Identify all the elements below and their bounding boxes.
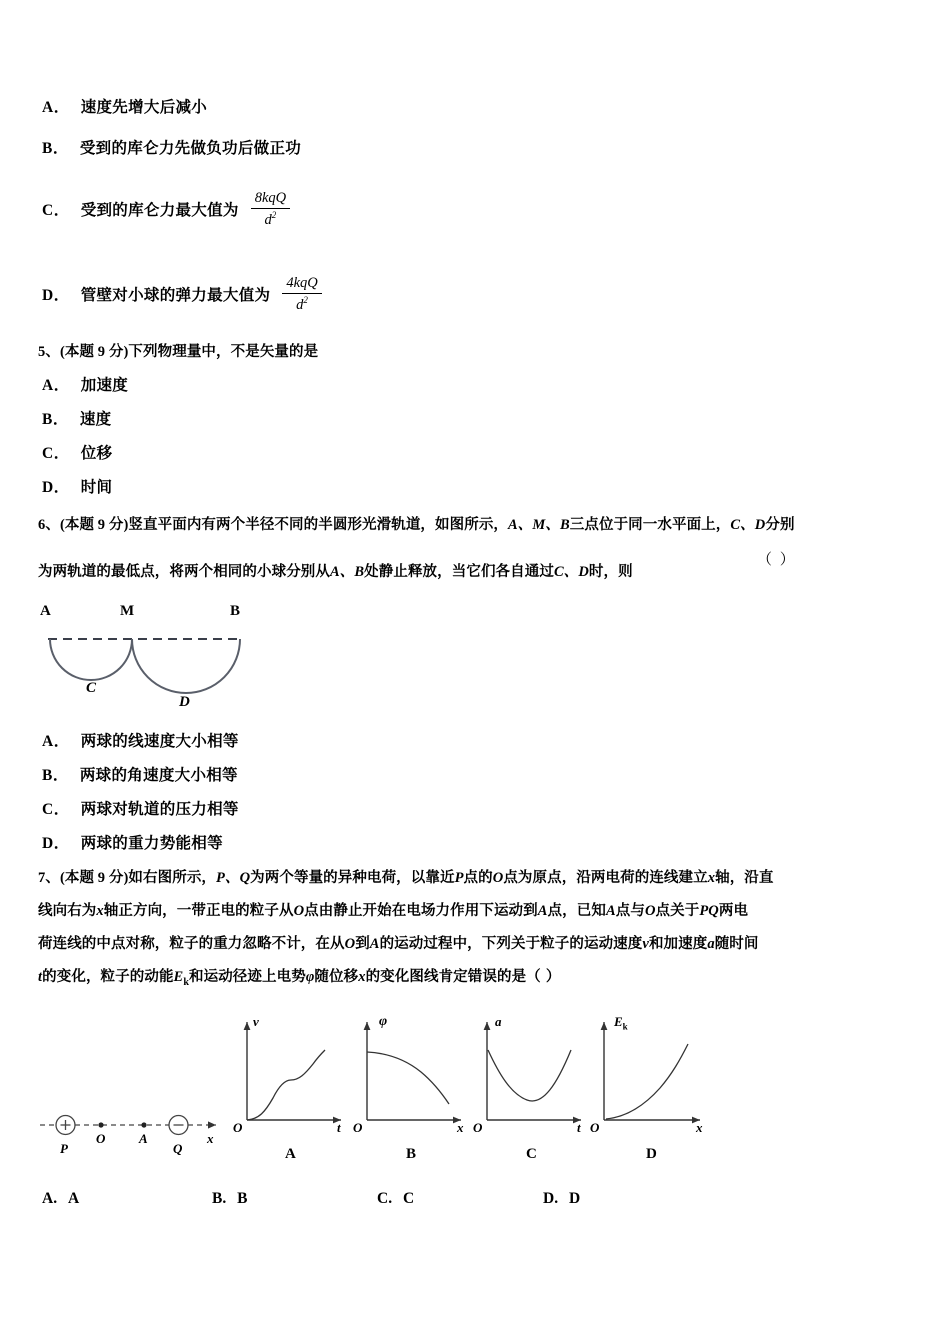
graph-a-x-label: t (337, 1120, 341, 1135)
charge-axis-svg (38, 1098, 233, 1168)
q7-vars-x2: x (96, 903, 104, 919)
graph-d-caption: D (646, 1146, 657, 1162)
q6-marks: (本题 9 分) (59, 517, 129, 533)
graph-c-curve (488, 1050, 571, 1101)
q4-option-d-label: D． (42, 287, 70, 305)
question-7-line3 (38, 932, 759, 953)
q4-option-a-text: 速度先增大后减小 (80, 98, 208, 116)
q7-l2c: 点由静止开始在电场力作用下运动到 (304, 903, 538, 919)
q6-option-d-text: 两球的重力势能相等 (80, 834, 223, 852)
q7-answer-b (212, 1190, 247, 1208)
q7-answer-d-value: D (568, 1190, 581, 1207)
q7-l2g: 两电 (718, 903, 749, 919)
q7-l1c: 点的 (463, 870, 493, 886)
q4-option-d-fraction (282, 275, 321, 313)
q5-number: 5、 (38, 344, 60, 360)
q6-stem-1b: 三点位于同一水平面上， (569, 517, 731, 533)
track-label-a: A (40, 603, 51, 619)
q5-option-c-label: C． (42, 445, 70, 462)
q6-stem-1a: 竖直平面内有两个半径不同的半圆形光滑轨道，如图所示， (128, 517, 509, 533)
semicircular-tracks-svg (36, 608, 266, 716)
q5-option-d-label: D． (42, 479, 70, 496)
q4-option-a-label: A． (42, 99, 70, 116)
q7-marks: (本题 9 分) (59, 870, 129, 886)
q7-l4c: 随位移 (314, 969, 359, 985)
q4-option-b-label: B． (42, 140, 69, 157)
q6-option-a-text: 两球的线速度大小相等 (80, 732, 239, 750)
q7-l2b: 轴正方向，一带正电的粒子从 (103, 903, 294, 919)
q7-vars-ek-sub: k (183, 976, 189, 988)
q7-vars-a2: A (605, 903, 616, 919)
q7-l3c: 的运动过程中，下列关于粒子的运动速度 (379, 936, 643, 952)
q5-stem-text: 下列物理量中，不是矢量的是 (128, 344, 319, 360)
q7-l2a: 线向右为 (38, 903, 97, 919)
q7-vars-t: t (38, 969, 43, 985)
q5-option-a-label: A． (42, 377, 70, 394)
large-semicircle-arc (132, 639, 240, 693)
graph-c-caption: C (526, 1146, 537, 1162)
q7-vars-ek: E (173, 969, 184, 985)
q7-answer-c-label: C. (377, 1190, 393, 1207)
q6-vars-ab: A、B (330, 564, 365, 580)
q4-option-b-text: 受到的库仑力先做负功后做正功 (79, 139, 302, 157)
graph-c-y-arrowhead (484, 1022, 491, 1030)
graph-c-x-label: t (577, 1120, 581, 1135)
graph-d-figure (590, 1012, 715, 1162)
axis-arrowhead (208, 1121, 216, 1128)
q7-answer-c-value: C (402, 1190, 415, 1207)
question-5-stem (38, 340, 318, 361)
graph-b-curve (367, 1052, 449, 1104)
charge-label-o: O (96, 1131, 106, 1146)
graph-c-figure (473, 1012, 593, 1162)
q7-vars-p: P (454, 870, 464, 886)
q7-vars-o: O (492, 870, 504, 886)
q5-option-a (42, 373, 128, 395)
point-a-marker (141, 1122, 146, 1127)
q5-marks: (本题 9 分) (59, 344, 129, 360)
q7-l1d: 点为原点，沿两电荷的连线建立 (503, 870, 708, 886)
q6-option-d (42, 831, 223, 853)
q5-option-c-text: 位移 (80, 444, 113, 462)
graph-a-svg (233, 1012, 353, 1137)
q7-answer-a-label: A. (42, 1190, 58, 1207)
q6-stem-2c: 时，则 (588, 564, 633, 580)
q7-l4a: 的变化，粒子的动能 (42, 969, 174, 985)
graph-d-x-label: x (696, 1120, 703, 1135)
q6-option-d-label: D． (42, 835, 70, 852)
q4-option-c-text: 受到的库仑力最大值为 (80, 201, 239, 220)
q7-answer-c (377, 1190, 414, 1208)
q5-option-a-text: 加速度 (80, 376, 129, 394)
q6-stem-1c: 分别 (765, 517, 795, 533)
q7-l4b: 和运动径迹上电势 (189, 969, 306, 985)
q7-answer-a (42, 1190, 79, 1208)
question-6-stem-line2 (38, 560, 633, 581)
question-7-line4 (38, 965, 561, 988)
graph-c-origin-label: O (473, 1120, 483, 1135)
q5-option-c (42, 441, 112, 463)
q5-option-b-label: B． (42, 411, 69, 428)
q7-l4d: 的变化图线肯定错误的是（ ） (365, 969, 561, 985)
q6-stem-2b: 处静止释放，当它们各自通过 (364, 564, 554, 580)
q7-l2f: 点关于 (655, 903, 700, 919)
q7-answer-a-value: A (67, 1190, 80, 1207)
q6-option-c (42, 797, 239, 819)
q6-option-c-text: 两球对轨道的压力相等 (80, 800, 239, 818)
graph-a-figure (233, 1012, 353, 1162)
q7-answer-d (543, 1190, 580, 1208)
q7-l3d: 和加速度 (648, 936, 708, 952)
q7-vars-accel: a (707, 936, 715, 952)
q7-l3e: 随时间 (714, 936, 759, 952)
q4-option-c-denominator: $d^2$ (264, 209, 277, 228)
q7-vars-pq2: PQ (699, 903, 719, 919)
q6-vars-cd2: C、D (553, 564, 589, 580)
q4-option-d-denominator: $d^2$ (296, 294, 308, 313)
q7-number: 7、 (38, 870, 60, 886)
graph-c-y-label: a (495, 1014, 502, 1029)
q6-option-b-label: B． (42, 767, 69, 784)
graph-d-curve (606, 1044, 688, 1119)
q7-vars-x: x (707, 870, 716, 886)
charge-label-q: Q (173, 1141, 183, 1156)
q7-answer-b-label: B. (212, 1190, 227, 1207)
graph-d-origin-label: O (590, 1120, 600, 1135)
q7-vars-o3: O (644, 903, 656, 919)
q6-vars-cd: C、D (730, 517, 766, 533)
q7-vars-v: v (642, 936, 649, 952)
q7-vars-a1: A (537, 903, 548, 919)
track-label-m: M (120, 603, 135, 619)
q4-option-d-numerator: 4kqQ (282, 275, 321, 294)
graph-a-origin-label: O (233, 1120, 243, 1135)
q4-option-c (42, 190, 292, 228)
graph-a-curve (247, 1050, 325, 1120)
question-7-line1 (38, 866, 774, 887)
q6-answer-bracket: （ ） (757, 552, 797, 568)
track-label-b: B (230, 603, 241, 619)
q7-l1b: 为两个等量的异种电荷，以靠近 (250, 870, 455, 886)
graph-a-caption: A (285, 1146, 296, 1162)
q6-option-c-label: C． (42, 801, 70, 818)
graph-c-svg (473, 1012, 593, 1137)
q7-l2d: 点，已知 (547, 903, 606, 919)
small-semicircle-arc (50, 639, 132, 680)
q6-option-a-label: A． (42, 733, 70, 750)
q7-answer-d-label: D. (543, 1190, 559, 1207)
question-6-stem-line1 (38, 513, 795, 534)
graph-a-y-label: v (253, 1014, 259, 1029)
graph-d-y-arrowhead (601, 1022, 608, 1030)
q7-vars-x3: x (358, 969, 366, 985)
graph-b-svg (353, 1012, 473, 1137)
q5-option-d (42, 475, 112, 497)
graph-b-origin-label: O (353, 1120, 363, 1135)
q7-answer-b-value: B (237, 1190, 248, 1207)
q4-option-c-label: C． (42, 202, 70, 220)
q4-option-c-fraction (251, 190, 290, 228)
q6-option-a (42, 729, 239, 751)
q7-vars-a3: A (369, 936, 380, 952)
q7-l1a: 如右图所示， (128, 870, 217, 886)
question-7-line2 (38, 899, 748, 920)
q7-vars-pq: P、Q (216, 870, 251, 886)
q7-vars-phi: φ (305, 969, 315, 985)
q5-option-d-text: 时间 (80, 478, 113, 496)
graph-b-y-label: φ (379, 1014, 388, 1029)
charge-axis-figure (38, 1098, 233, 1168)
track-label-c: C (86, 680, 97, 696)
q7-l3b: 到 (355, 936, 370, 952)
q6-stem-2a: 为两轨道的最低点，将两个相同的小球分别从 (38, 564, 330, 580)
q6-number: 6、 (38, 517, 60, 533)
q4-option-c-numerator: 8kqQ (251, 190, 290, 209)
q7-vars-o4: O (344, 936, 356, 952)
track-label-d: D (179, 694, 190, 710)
q4-option-d (42, 275, 324, 313)
q6-option-b-text: 两球的角速度大小相等 (79, 766, 238, 784)
graph-b-caption: B (406, 1146, 417, 1162)
q7-vars-o2: O (293, 903, 305, 919)
q6-vars-amb: A、M、B (508, 517, 570, 533)
charge-axis-label-x: x (207, 1131, 214, 1146)
q7-l1e: 轴，沿直 (715, 870, 774, 886)
charge-label-a: A (139, 1131, 148, 1146)
charge-label-p: P (60, 1141, 68, 1156)
graph-d-y-label: $E_k$ (614, 1014, 628, 1032)
graph-a-y-arrowhead (244, 1022, 251, 1030)
q5-option-b-text: 速度 (79, 410, 112, 428)
q4-option-b (42, 136, 301, 158)
graph-b-y-arrowhead (364, 1022, 371, 1030)
point-o-marker (98, 1122, 103, 1127)
q6-option-b (42, 763, 238, 785)
q4-option-d-text: 管壁对小球的弹力最大值为 (80, 286, 271, 305)
q4-option-a (42, 95, 207, 117)
q5-option-b (42, 407, 111, 429)
graph-d-svg (590, 1012, 715, 1137)
semicircular-tracks-figure (36, 603, 266, 716)
graph-b-figure (353, 1012, 473, 1162)
q7-l3a: 荷连线的中点对称，粒子的重力忽略不计，在从 (38, 936, 345, 952)
graph-b-x-label: x (457, 1120, 464, 1135)
q7-l2e: 点与 (615, 903, 645, 919)
